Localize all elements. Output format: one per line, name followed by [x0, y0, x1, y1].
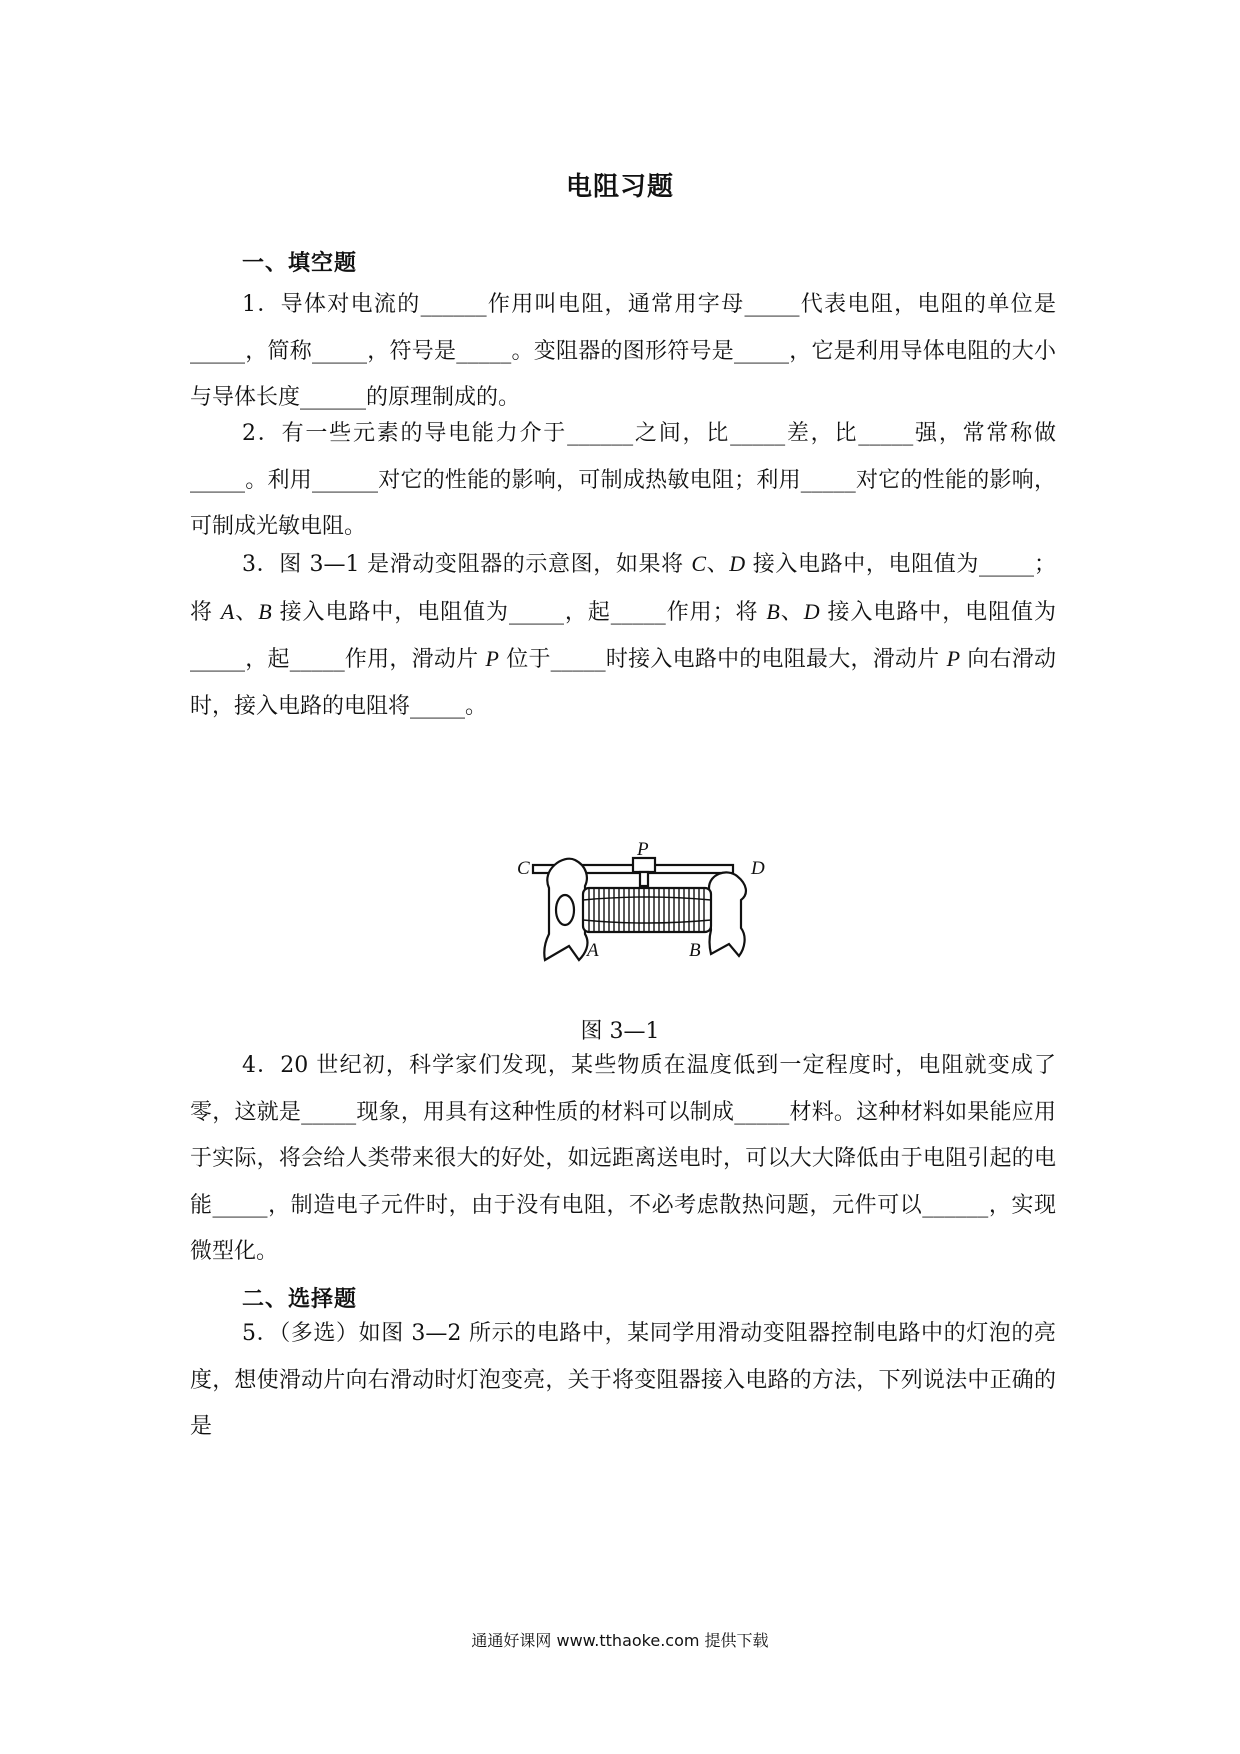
question-1: 1．导体对电流的______作用叫电阻，通常用字母_____代表电阻，电阻的单位是_____，简称_____，符号是_____。变阻器的图形符号是_____，它是利用导体电阻的大小与导体长度______的原理制成的。	[190, 292, 1056, 410]
question-4: 4．20 世纪初，科学家们发现，某些物质在温度低到一定程度时，电阻就变成了零，这就是_____现象，用具有这种性质的材料可以制成_____材料。这种材料如果能应用于实际，将会给人类带来很大的好处，如远距离送电时，可以大大降低由于电阻引起的电能_____，制造电子元件时，由于没有电阻，不必考虑散热问题，元件可以______，实现微型化。	[190, 1053, 1056, 1264]
terminal-c-label: C	[517, 858, 530, 879]
figure-caption: 图 3—1	[580, 1019, 660, 1044]
rheostat-coil-body	[583, 888, 711, 932]
terminal-d-label: D	[751, 858, 765, 879]
section-heading-multiple-choice: 二、选择题	[242, 1287, 358, 1312]
question-2: 2．有一些元素的导电能力介于______之间，比_____差，比_____强，常常称做_____。利用______对它的性能的影响，可制成热敏电阻；利用_____对它的性能的影响，可制成光敏电阻。	[190, 421, 1056, 539]
rheostat-slider-head	[633, 858, 655, 872]
sliding-rheostat-figure	[515, 839, 785, 961]
footer-note: 通通好课网 www.tthaoke.com 提供下载	[471, 1631, 769, 1650]
rheostat-left-hub	[556, 895, 574, 925]
section-heading-fill-blank: 一、填空题	[242, 251, 358, 276]
rheostat-right-end-plate	[709, 872, 746, 956]
terminal-b-label: B	[689, 940, 701, 961]
question-5: 5．（多选）如图 3—2 所示的电路中，某同学用滑动变阻器控制电路中的灯泡的亮度，想使滑动片向右滑动时灯泡变亮，关于将变阻器接入电路的方法，下列说法中正确的是	[190, 1321, 1056, 1439]
rheostat-slider-stem	[640, 872, 648, 886]
slider-p-label: P	[637, 839, 649, 860]
question-3: 3．图 3—1 是滑动变阻器的示意图，如果将 C、D 接入电路中，电阻值为_____；将 A、B 接入电路中，电阻值为_____，起_____作用；将 B、D 接入电路中，电阻值为_____，起_____作用，滑动片 P 位于_____时接入电路中的电阻最大，滑动片 P 向右滑动时，接入电路的电阻将_____。	[190, 551, 1056, 719]
terminal-a-label: A	[587, 940, 599, 961]
page-title: 电阻习题	[565, 172, 674, 202]
